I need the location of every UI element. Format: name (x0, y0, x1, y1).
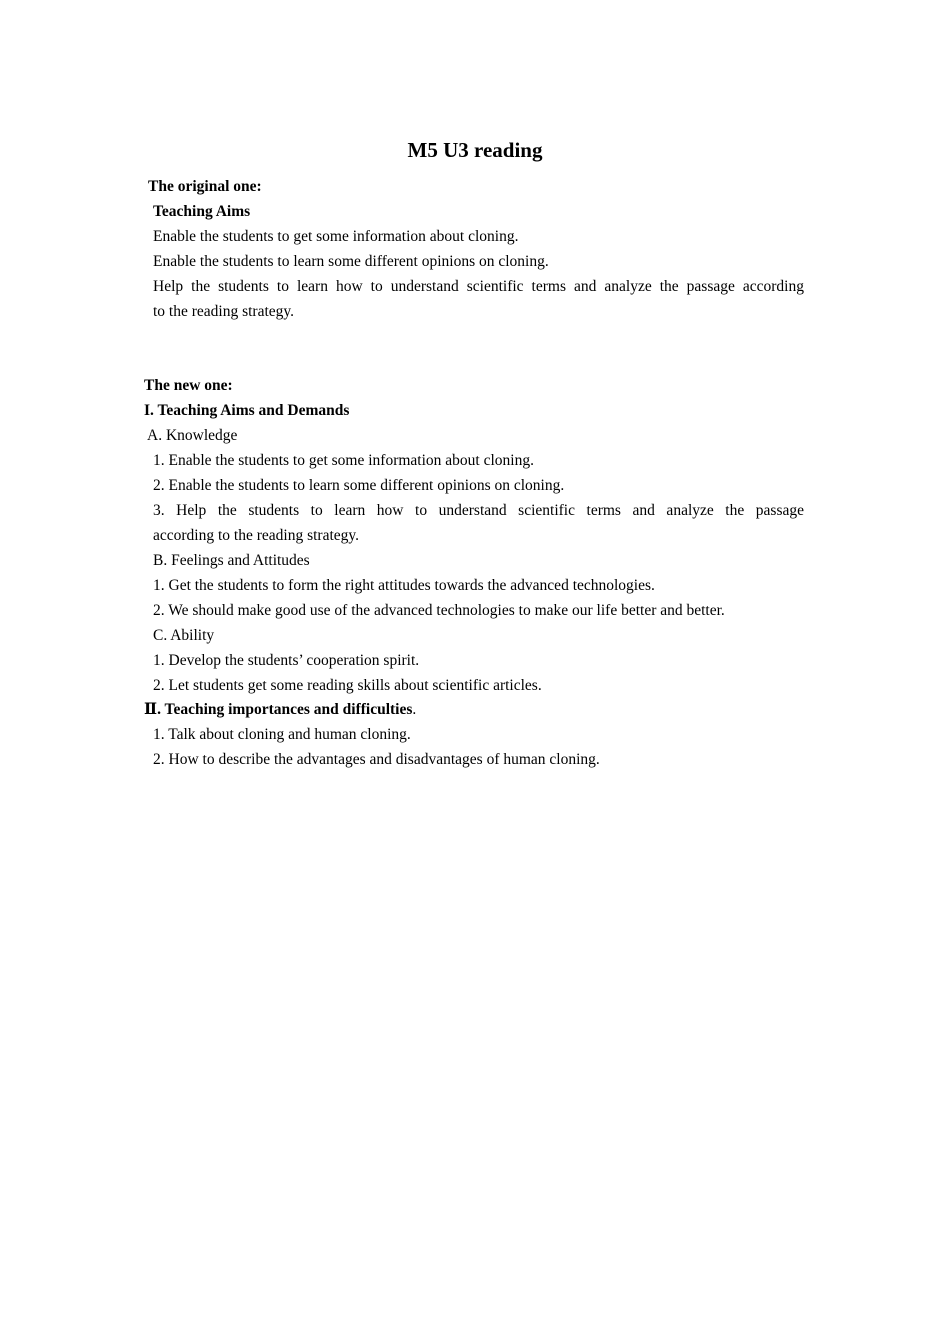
original-subheading: Teaching Aims (153, 203, 251, 220)
original-line-justified (153, 277, 804, 297)
original-line: Enable the students to learn some different opinions on cloning. (153, 253, 549, 270)
knowledge-item: 3. Help the students to learn how to understand scientific terms and analyze the passage (153, 502, 804, 519)
section2-heading: Ⅱ. Teaching importances and difficulties (144, 701, 413, 718)
knowledge-item: 2. Enable the students to learn some different opinions on cloning. (153, 477, 565, 494)
page-title: M5 U3 reading (407, 138, 543, 162)
original-line: Help the students to learn how to understand scientific terms and analyze the passage according (153, 278, 804, 295)
knowledge-item: according to the reading strategy. (153, 527, 360, 544)
ability-heading: C. Ability (153, 627, 215, 644)
knowledge-item: 1. Enable the students to get some information about cloning. (153, 452, 534, 469)
section2-item: 2. How to describe the advantages and disadvantages of human cloning. (153, 751, 600, 768)
knowledge-item-justified (153, 501, 804, 521)
section2-heading-tail: . (412, 701, 417, 718)
section2-item: 1. Talk about cloning and human cloning. (153, 726, 411, 743)
section2-heading-row (144, 700, 416, 720)
feelings-heading: B. Feelings and Attitudes (153, 552, 310, 569)
original-line: Enable the students to get some information about cloning. (153, 228, 519, 245)
new-heading: The new one: (144, 377, 233, 394)
feelings-item: 2. We should make good use of the advanced technologies to make our life better and better. (153, 602, 725, 619)
original-line: to the reading strategy. (153, 303, 295, 320)
original-heading: The original one: (148, 178, 262, 195)
knowledge-heading: A. Knowledge (147, 427, 238, 444)
feelings-item: 1. Get the students to form the right attitudes towards the advanced technologies. (153, 577, 655, 594)
ability-item: 2. Let students get some reading skills about scientific articles. (153, 677, 542, 694)
ability-item: 1. Develop the students’ cooperation spirit. (153, 652, 420, 669)
section1-heading: I. Teaching Aims and Demands (144, 402, 350, 419)
